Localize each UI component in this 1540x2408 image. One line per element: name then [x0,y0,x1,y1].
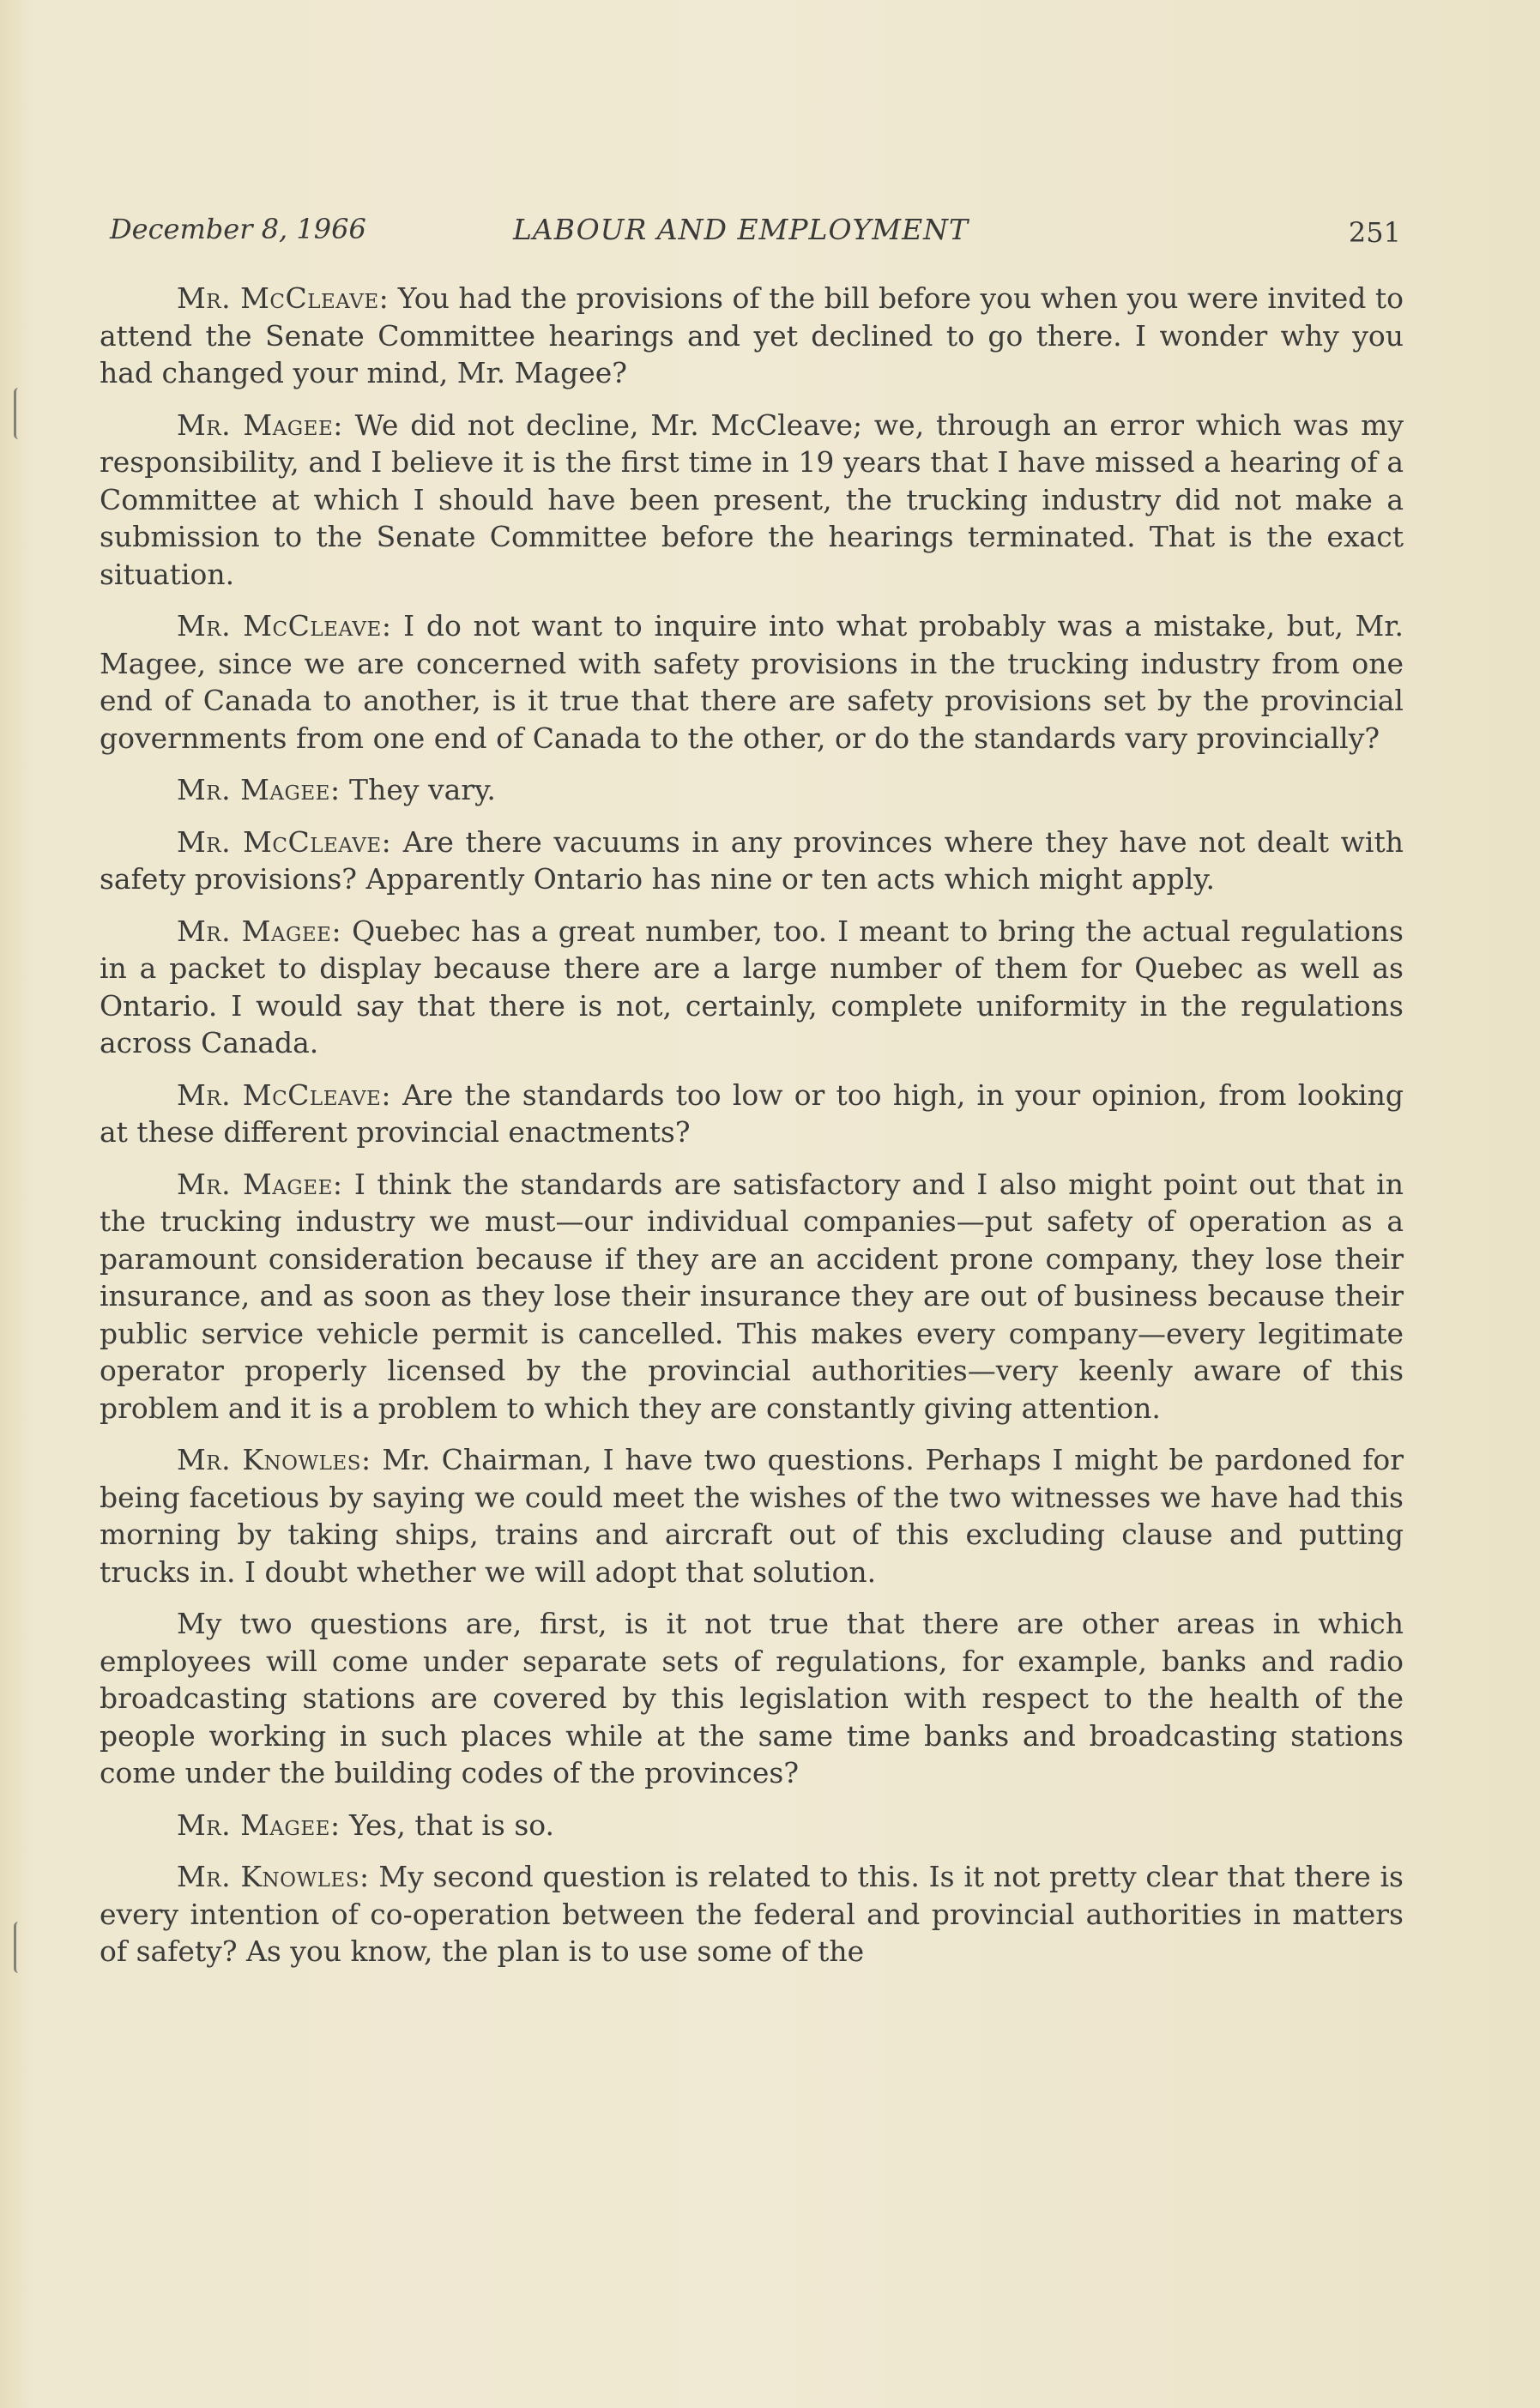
paragraph [100,1858,1404,1970]
paragraph-text: You had the provisions of the bill before you when you were invited to attend the Senate Committee hearings and yet declined to go there. I wonder why you had changed your mind, Mr. Magee? [100,281,1404,389]
page-number: 251 [1348,216,1401,249]
binding-mark [14,1922,23,1973]
paragraph-text: I think the standards are satisfactory and I also might point out that in the trucking industry we must—our individual companies—put safety of operation as a paramount consideration because if they are an accident prone company, they lose their insurance, and as soon as they lose their insurance they are out of business because their public service vehicle permit is cancelled. This makes every company—every legitimate operator properly licensed by the provincial authorities—very keenly aware of this problem and it is a problem to which they are constantly giving attention. [100,1167,1404,1425]
paragraph [100,607,1404,757]
paragraph [100,1077,1404,1151]
paragraph [100,1441,1404,1590]
speaker-name: Mr. Magee: [177,1167,343,1201]
speaker-name: Mr. Magee: [177,914,342,948]
paragraph [100,913,1404,1062]
binding-mark [14,388,23,439]
paragraph [100,280,1404,392]
paragraph-text: Are the standards too low or too high, in your opinion, from looking at these different provincial enactments? [100,1077,1404,1149]
paragraph [100,1807,1404,1844]
speaker-name: Mr. Knowles: [177,1443,371,1476]
paragraph [100,1166,1404,1427]
paragraph-text: My second question is related to this. Is it not pretty clear that there is every intention of co-operation between the federal and provincial authorities in matters of safety? As you know, the plan is to use some of the [100,1860,1404,1968]
paragraph-text: We did not decline, Mr. McCleave; we, through an error which was my responsibility, and I believe it is the first time in 19 years that I have missed a hearing of a Committee at which I should have been present, the trucking industry did not make a submission to the Senate Committee before the hearings terminated. That is the exact situation. [100,407,1404,591]
paragraph [100,771,1404,809]
paragraph-text: Quebec has a great number, too. I meant to bring the actual regulations in a packet to display because there are a large number of them for Quebec as well as Ontario. I would say that there is not, certainly, complete uniformity in the regulations across Canada. [100,914,1404,1059]
paragraph [100,407,1404,594]
paragraph-text: My two questions are, first, is it not true that there are other areas in which employees will come under separate sets of regulations, for example, banks and radio broadcasting stations are covered by this legislation with respect to the health of the people working in such places while at the same time banks and broadcasting stations come under the building codes of the provinces? [100,1607,1404,1789]
speaker-name: Mr. Magee: [177,407,343,442]
speaker-name: Mr. Magee: [177,1808,341,1842]
speaker-name: Mr. McCleave: [177,1077,391,1112]
speaker-name: Mr. Knowles: [177,1860,370,1893]
speaker-name: Mr. Magee: [177,773,341,806]
running-header [110,213,1401,264]
header-date: December 8, 1966 [110,213,366,245]
speaker-name: Mr. McCleave: [177,824,392,859]
transcript-body [100,280,1404,1985]
speaker-name: Mr. McCleave: [177,609,392,643]
paragraph [100,824,1404,898]
paragraph-text: Are there vacuums in any provinces where they have not dealt with safety provisions? Apparently Ontario has nine or ten acts which might apply. [100,824,1404,896]
speaker-name: Mr. McCleave: [177,281,390,315]
paragraph-text: Mr. Chairman, I have two questions. Perhaps I might be pardoned for being facetious by saying we could meet the wishes of the two witnesses we have had this morning by taking ships, trains and aircraft out of this excluding clause and putting trucks in. I doubt whether we will adopt that solution. [100,1443,1404,1589]
paragraph [100,1605,1404,1792]
paragraph-text: I do not want to inquire into what probably was a mistake, but, Mr. Magee, since we are concerned with safety provisions in the trucking industry from one end of Canada to another, is it true that there are safety provisions set by the provincial governments from one end of Canada to the other, or do the standards vary provincially? [100,609,1404,755]
paragraph-text: They vary. [340,773,496,806]
paragraph-text: Yes, that is so. [340,1808,555,1842]
header-title: LABOUR AND EMPLOYMENT [513,213,969,246]
